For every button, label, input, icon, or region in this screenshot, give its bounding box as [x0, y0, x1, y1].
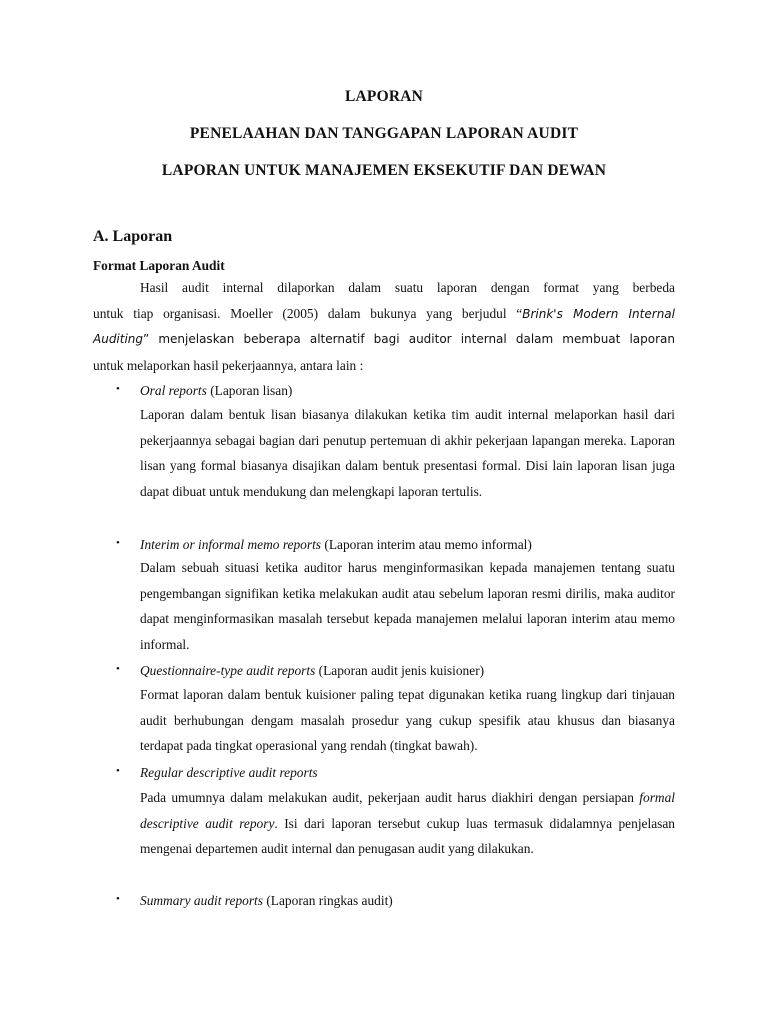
item-title-plain: (Laporan lisan): [206, 383, 293, 398]
intro-line-1: Hasil audit internal dilaporkan dalam suatu laporan dengan format yang berbeda: [140, 280, 675, 295]
item-title-oral-reports: [140, 383, 292, 399]
item-body-oral-reports: Laporan dalam bentuk lisan biasanya dilakukan ketika tim audit internal melaporkan hasil dari pekerjaannya sebagai bagian dari penutup pertemuan di akhir pekerjaan lapangan mereka. Laporan lisan yang formal biasanya disajikan dalam bentuk presentasi formal. Disi lain laporan lisan juga dapat dibuat untuk mendukung dan melengkapi laporan tertulis.: [140, 407, 675, 499]
item-body-interim-reports: Dalam sebuah situasi ketika auditor harus menginformasikan kepada manajemen tentang suatu pengembangan signifikan ketika melakukan audit atau sebelum laporan resmi dirilis, maka auditor dapat menginformasikan masalah tersebut kepada manajemen melalui laporan interim atau memo informal.: [140, 560, 675, 652]
item-title-italic: Interim or informal memo reports: [140, 537, 322, 552]
intro-line-3: [93, 327, 675, 353]
item-title-italic: Oral reports: [140, 383, 207, 398]
intro-line-2: [93, 301, 675, 328]
bullet-icon: •: [116, 765, 120, 777]
item-body-italic: formal descriptive audit repory: [140, 790, 675, 831]
item-title-italic: Summary audit reports: [140, 893, 263, 908]
intro-paragraph: [93, 275, 675, 378]
item-title-regular-descriptive-reports: Regular descriptive audit reports: [140, 765, 318, 780]
intro-line-3-text: ” menjelaskan beberapa alternatif bagi auditor internal dalam membuat laporan: [143, 332, 675, 347]
document-subtitle: PENELAAHAN DAN TANGGAPAN LAPORAN AUDIT: [189, 125, 579, 142]
bullet-icon: •: [116, 537, 120, 549]
item-title-plain: (Laporan audit jenis kuisioner): [315, 663, 485, 678]
item-title-questionnaire-reports: [140, 663, 484, 679]
book-title-part-1: Brink's Modern Internal: [522, 306, 675, 321]
item-title-summary-reports: [140, 893, 393, 909]
item-title-italic: Questionnaire-type audit reports: [140, 663, 316, 678]
bullet-icon: •: [116, 893, 120, 905]
intro-line-4: untuk melaporkan hasil pekerjaannya, antara lain :: [93, 357, 364, 373]
bullet-icon: •: [116, 663, 120, 675]
item-body-regular-descriptive-reports: [140, 785, 675, 862]
item-body-questionnaire-reports: Format laporan dalam bentuk kuisioner paling tepat digunakan ketika ruang lingkup dari tinjauan audit berhubungan dengam masalah prosedur yang cukup spesifik atau khusus dan biasanya terdapat pada tingkat operasional yang rendah (tingkat bawah).: [140, 687, 675, 754]
intro-line-2-text: untuk tiap organisasi. Moeller (2005) dalam bukunya yang berjudul “: [93, 305, 523, 321]
book-title-part-2: Auditing: [93, 332, 144, 347]
document-subtitle-2: LAPORAN UNTUK MANAJEMEN EKSEKUTIF DAN DEWAN: [161, 162, 607, 179]
section-heading: A. Laporan: [93, 228, 173, 245]
item-title-plain: (Laporan ringkas audit): [263, 893, 393, 908]
item-title-plain: (Laporan interim atau memo informal): [321, 537, 532, 552]
item-body-text: . Isi dari laporan tersebut cukup luas termasuk didalamnya penjelasan mengenai departemen audit internal dan penugasan audit yang dilakukan.: [140, 815, 676, 857]
item-body-text: Pada umumnya dalam melakukan audit, pekerjaan audit harus diakhiri dengan persiapan: [140, 790, 640, 805]
bullet-icon: •: [116, 383, 120, 395]
subheading: Format Laporan Audit: [93, 258, 225, 273]
item-title-interim-reports: [140, 537, 532, 553]
document-title: LAPORAN: [344, 88, 424, 105]
